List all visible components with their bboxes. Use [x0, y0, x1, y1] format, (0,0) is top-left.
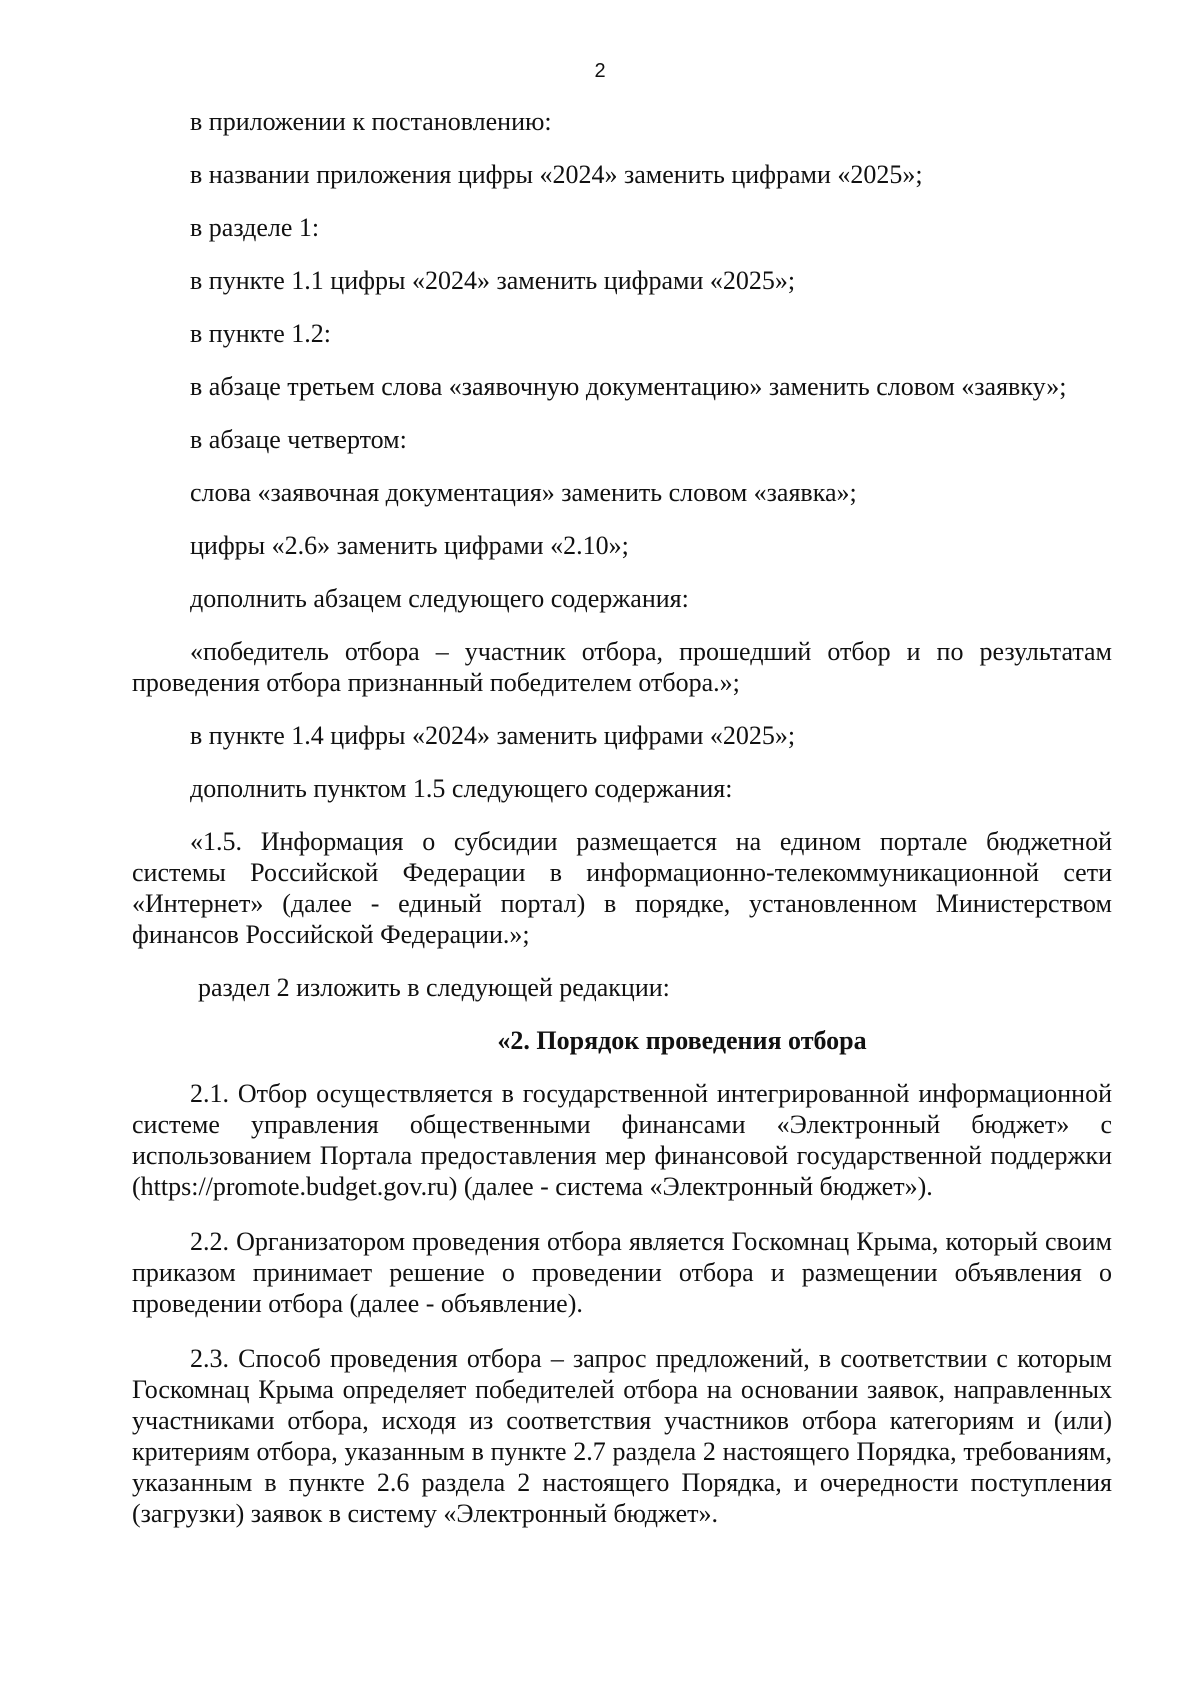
paragraph-4: в пункте 1.1 цифры «2024» заменить цифрами «2025»; [190, 266, 796, 295]
paragraph-13: дополнить пунктом 1.5 следующего содержания: [190, 774, 733, 803]
paragraph-12: в пункте 1.4 цифры «2024» заменить цифрами «2025»; [190, 721, 796, 750]
paragraph-5: в пункте 1.2: [190, 319, 332, 348]
paragraph-6: в абзаце третьем слова «заявочную документацию» заменить словом «заявку»; [190, 372, 1067, 401]
paragraph-9: цифры «2.6» заменить цифрами «2.10»; [190, 531, 629, 560]
paragraph-7: в абзаце четвертом: [190, 425, 407, 454]
paragraph-14: «1.5. Информация о субсидии размещается на едином портале бюджетной системы Российской Федерации в информационно-телекоммуникационной сети «Интернет» (далее - единый портал) в порядке, установленном Министерством финансов Российской Федерации.»; [132, 827, 1112, 949]
paragraph-1: в приложении к постановлению: [190, 107, 552, 136]
paragraph-10: дополнить абзацем следующего содержания: [190, 584, 689, 613]
paragraph-2: в названии приложения цифры «2024» заменить цифрами «2025»; [190, 160, 923, 189]
paragraph-3: в разделе 1: [190, 213, 320, 242]
section-heading: «2. Порядок проведения отбора [497, 1026, 867, 1055]
paragraph-2-2: 2.2. Организатором проведения отбора является Госкомнац Крыма, который своим приказом принимает решение о проведении отбора и размещении объявления о проведении отбора (далее - объявление). [132, 1227, 1112, 1318]
paragraph-8: слова «заявочная документация» заменить словом «заявка»; [190, 478, 857, 507]
document-body [132, 106, 1112, 1551]
paragraph-2-1: 2.1. Отбор осуществляется в государственной интегрированной информационной системе управления общественными финансами «Электронный бюджет» с использованием Портала предоставления мер финансовой государственной поддержки (https://promote.budget.gov.ru) (далее - система «Электронный бюджет»). [132, 1079, 1112, 1201]
paragraph-15: раздел 2 изложить в следующей редакции: [198, 973, 670, 1002]
paragraph-11: «победитель отбора – участник отбора, прошедший отбор и по результатам проведения отбора признанный победителем отбора.»; [132, 637, 1112, 697]
page-number: 2 [594, 60, 606, 82]
paragraph-2-3: 2.3. Способ проведения отбора – запрос предложений, в соответствии с которым Госкомнац Крыма определяет победителей отбора на основании заявок, направленных участниками отбора, исходя из соответствия участников отбора категориям и (или) критериям отбора, указанным в пункте 2.7 раздела 2 настоящего Порядка, требованиям, указанным в пункте 2.6 раздела 2 настоящего Порядка, и очередности поступления (загрузки) заявок в систему «Электронный бюджет». [132, 1344, 1112, 1528]
